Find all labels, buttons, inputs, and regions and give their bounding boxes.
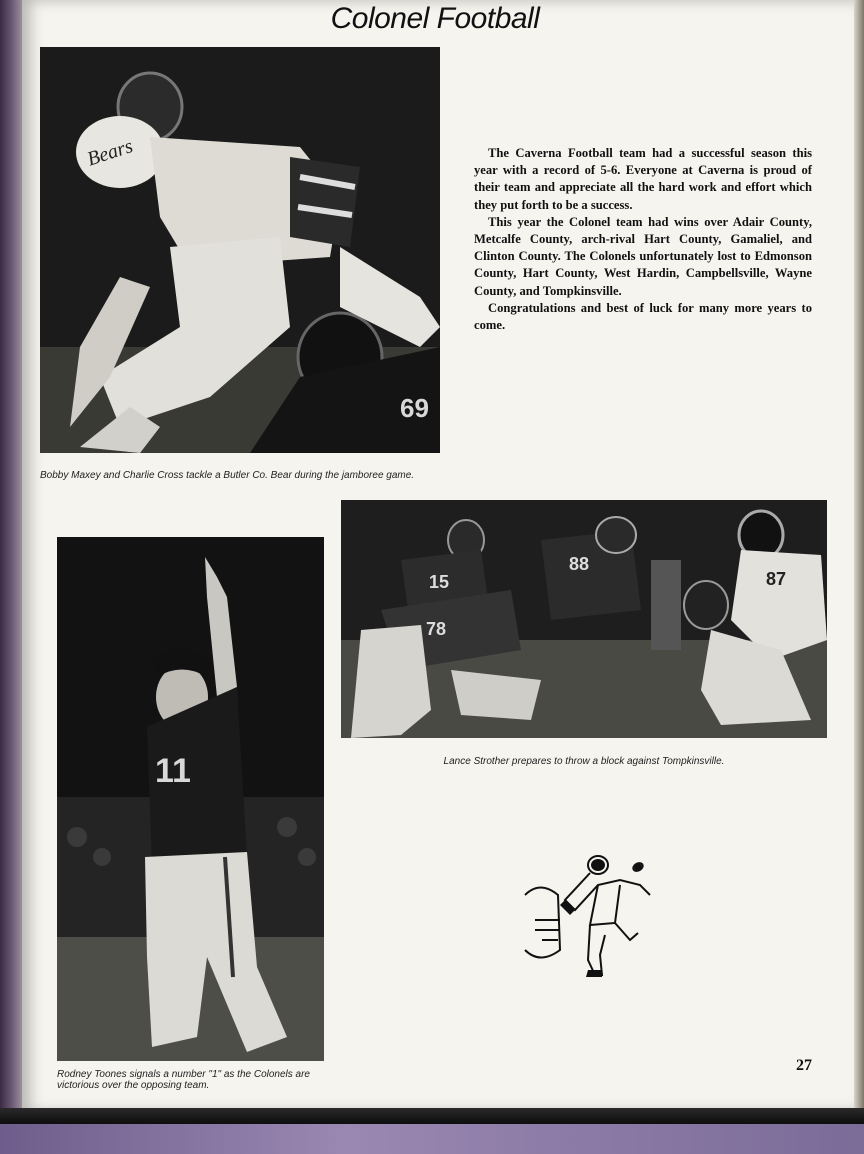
helmet-lettering: Bears [84,135,136,171]
block-photo-caption: Lance Strother prepares to throw a block against Tompkinsville. [443,756,725,767]
block-photo [341,500,827,738]
jersey-number: 87 [766,569,787,589]
article-body [474,145,812,334]
jersey-number: 78 [426,619,447,639]
article-paragraph: This year the Colonel team had wins over Adair County, Metcalfe County, arch-rival Hart County, Gamaliel, and Clinton County. The Colonels unfortunately lost to Edmonson County, Hart County, West Hardin, Campbellsville, Wayne County, and Tompkinsville. [474,214,812,298]
jersey-number: 11 [155,752,191,790]
table-surface [0,1124,864,1154]
article-paragraph: Congratulations and best of luck for many more years to come. [474,300,812,333]
page-title: Colonel Football [330,2,540,35]
jersey-number: 88 [569,554,590,574]
tackle-photo-caption: Bobby Maxey and Charlie Cross tackle a Butler Co. Bear during the jamboree game. [40,470,415,481]
jersey-number: 15 [429,572,450,592]
page-bottom-shadow [0,1108,864,1124]
jersey-number: 69 [400,393,429,423]
signal-photo [57,537,324,1061]
block-photo-image [341,500,827,738]
signal-photo-image [57,537,324,1061]
tackle-photo [40,47,440,453]
article-paragraph: The Caverna Football team had a successful season this year with a record of 5-6. Everyone at Caverna is proud of their team and appreciate all the hard work and effort which they put forth to be a success. [474,146,812,212]
tackle-photo-image [40,47,440,453]
page-edge [854,0,864,1120]
page-number: 27 [796,1057,812,1074]
signal-photo-caption: Rodney Toones signals a number "1" as the Colonels are victorious over the opposing team. [57,1069,310,1091]
kicker-illustration [520,855,660,985]
